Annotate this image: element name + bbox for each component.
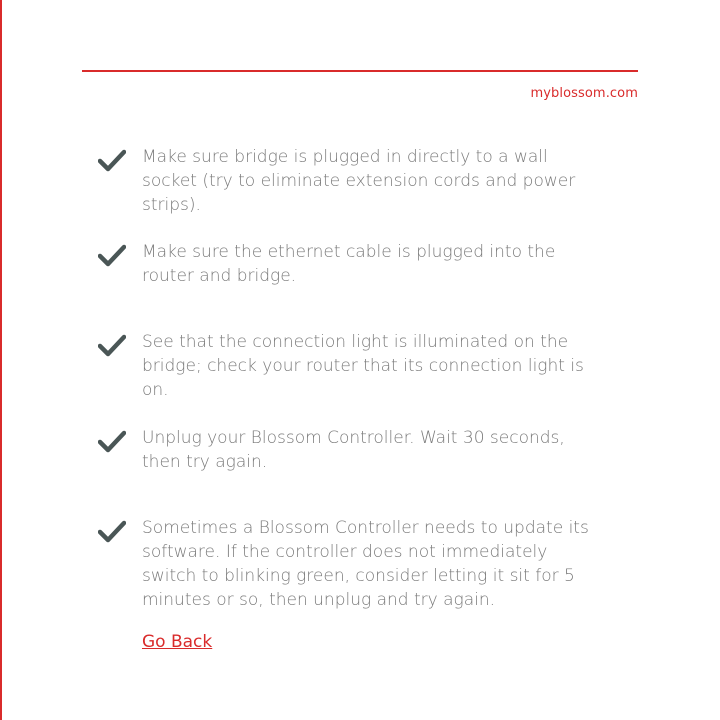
checklist-item [98,330,598,402]
checklist-item [98,145,598,217]
checklist-item-text: See that the connection light is illuminated on the bridge; check your router that its connection light is on. [142,332,584,400]
header-divider [82,70,638,72]
site-link[interactable]: myblossom.com [530,86,638,101]
checklist-item [98,426,598,474]
checkmark-icon [98,334,126,358]
checkmark-icon [98,244,126,268]
checklist-item-text: Unplug your Blossom Controller. Wait 30 seconds, then try again. [142,428,565,472]
go-back-link[interactable]: Go Back [142,632,213,652]
checklist-item-text: Make sure bridge is plugged in directly to a wall socket (try to eliminate extension cords and power strips). [142,147,576,215]
left-accent-border [0,0,2,720]
checklist-item [98,516,598,612]
checklist-item-text: Sometimes a Blossom Controller needs to update its software. If the controller does not immediately switch to blinking green, consider letting it sit for 5 minutes or so, then unplug and try again. [142,518,589,610]
checklist-item-text: Make sure the ethernet cable is plugged into the router and bridge. [142,242,556,286]
checkmark-icon [98,430,126,454]
checklist-item [98,240,598,288]
checkmark-icon [98,520,126,544]
checkmark-icon [98,149,126,173]
